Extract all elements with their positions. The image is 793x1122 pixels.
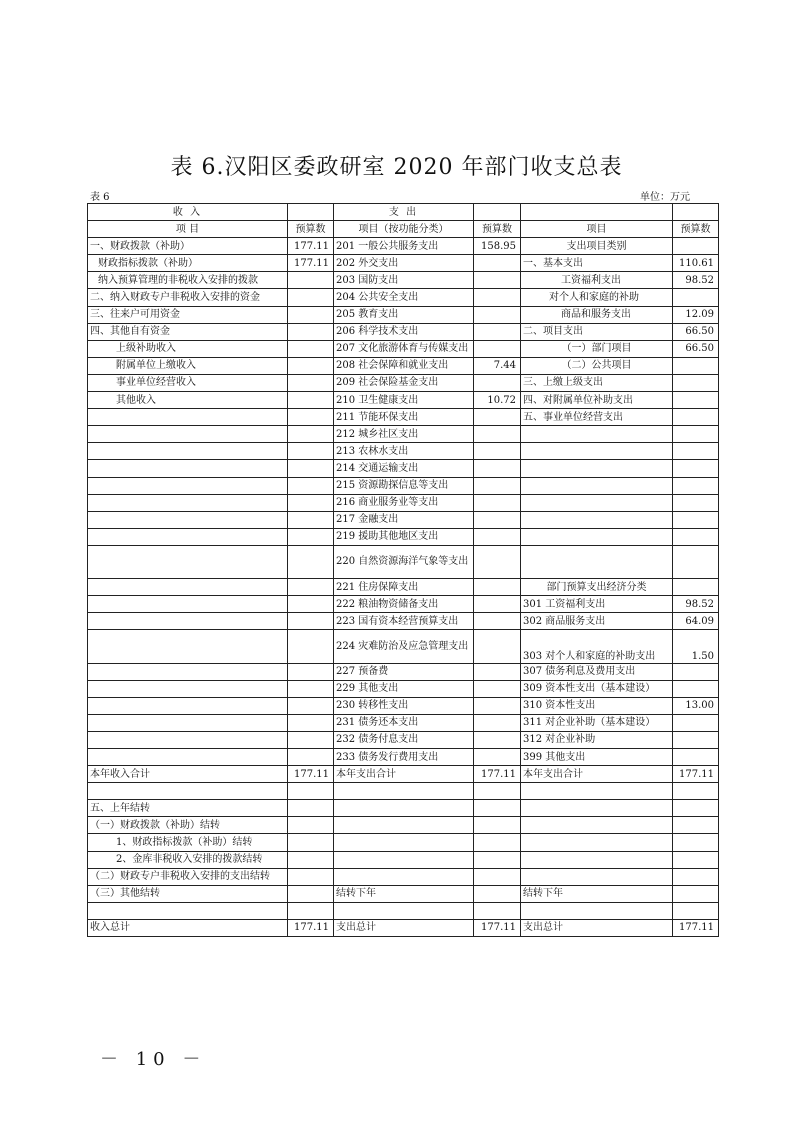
table-cell <box>673 460 719 477</box>
table-cell: 其他收入 <box>88 392 288 409</box>
table-cell: 7.44 <box>474 357 521 374</box>
table-cell: 399 其他支出 <box>521 749 673 766</box>
table-cell <box>288 834 334 851</box>
table-cell: 177.11 <box>673 919 719 936</box>
table-cell: 206 科学技术支出 <box>334 323 474 340</box>
table-cell <box>521 528 673 545</box>
table-cell <box>88 697 288 714</box>
table-cell <box>521 426 673 443</box>
table-cell: 309 资本性支出（基本建设） <box>521 680 673 697</box>
table-cell <box>673 494 719 511</box>
table-cell: 216 商业服务业等支出 <box>334 494 474 511</box>
table-cell <box>474 494 521 511</box>
table-cell: 224 灾难防治及应急管理支出 <box>334 630 474 663</box>
table-row <box>88 374 719 391</box>
table-cell <box>673 885 719 902</box>
table-cell <box>288 613 334 630</box>
table-cell <box>474 630 521 663</box>
table-cell <box>334 868 474 885</box>
table-cell <box>288 306 334 323</box>
table-cell: 纳入预算管理的非税收入安排的拨款 <box>88 272 288 289</box>
table-cell: 事业单位经营收入 <box>88 374 288 391</box>
table-row <box>88 392 719 409</box>
table-cell <box>88 714 288 731</box>
table-cell <box>673 800 719 817</box>
table-cell <box>88 443 288 460</box>
table-cell: 收入总计 <box>88 919 288 936</box>
table-cell: 本年收入合计 <box>88 766 288 783</box>
table-cell <box>88 783 288 800</box>
table-cell <box>288 392 334 409</box>
table-cell <box>673 851 719 868</box>
table-cell: 五、上年结转 <box>88 800 288 817</box>
table-cell <box>288 272 334 289</box>
table-cell: （一）部门项目 <box>521 340 673 357</box>
table-row <box>88 885 719 902</box>
table-cell: 三、上缴上级支出 <box>521 374 673 391</box>
table-row <box>88 255 719 272</box>
table-cell <box>521 868 673 885</box>
table-cell: 1.50 <box>673 630 719 663</box>
table-cell <box>288 323 334 340</box>
table-cell: 232 债务付息支出 <box>334 731 474 748</box>
table-cell <box>474 374 521 391</box>
table-cell <box>288 579 334 596</box>
table-cell: 219 援助其他地区支出 <box>334 528 474 545</box>
table-cell <box>673 731 719 748</box>
table-cell <box>474 680 521 697</box>
table-row <box>88 460 719 477</box>
table-cell: 10.72 <box>474 392 521 409</box>
table-cell <box>673 817 719 834</box>
table-cell <box>673 545 719 578</box>
column-header: 预算数 <box>288 221 334 238</box>
table-cell: 310 资本性支出 <box>521 697 673 714</box>
table-cell <box>288 749 334 766</box>
table-cell <box>474 579 521 596</box>
table-cell <box>474 409 521 426</box>
table-cell <box>474 783 521 800</box>
table-row <box>88 528 719 545</box>
column-header: 项 目 <box>88 221 288 238</box>
unit-label: 单位：万元 <box>640 192 690 203</box>
table-cell <box>288 460 334 477</box>
table-cell <box>673 289 719 306</box>
table-cell <box>474 596 521 613</box>
table-cell <box>88 409 288 426</box>
table-cell: 201 一般公共服务支出 <box>334 238 474 255</box>
table-cell <box>88 494 288 511</box>
table-cell <box>474 868 521 885</box>
table-cell: （二）财政专户非税收入安排的支出结转 <box>88 868 288 885</box>
table-cell <box>474 834 521 851</box>
table-cell: 302 商品服务支出 <box>521 613 673 630</box>
table-cell <box>673 834 719 851</box>
table-cell <box>88 630 288 663</box>
table-cell <box>673 749 719 766</box>
table-cell <box>288 663 334 680</box>
table-row <box>88 714 719 731</box>
table-cell <box>288 289 334 306</box>
table-row <box>88 766 719 783</box>
table-row <box>88 426 719 443</box>
table-cell <box>334 902 474 919</box>
table-cell <box>521 460 673 477</box>
table-cell: 工资福利支出 <box>521 272 673 289</box>
table-cell: 1、财政指标拨款（补助）结转 <box>88 834 288 851</box>
table-cell: 结转下年 <box>521 885 673 902</box>
table-cell <box>474 323 521 340</box>
table-cell: 202 外交支出 <box>334 255 474 272</box>
table-cell <box>288 697 334 714</box>
header-row-2 <box>88 221 719 238</box>
table-cell: 214 交通运输支出 <box>334 460 474 477</box>
table-cell: 四、对附属单位补助支出 <box>521 392 673 409</box>
table-cell <box>474 731 521 748</box>
table-cell <box>474 851 521 868</box>
table-cell: 233 债务发行费用支出 <box>334 749 474 766</box>
table-cell: 支出项目类别 <box>521 238 673 255</box>
table-cell: 98.52 <box>673 596 719 613</box>
table-cell <box>521 800 673 817</box>
table-cell <box>88 545 288 578</box>
table-cell: 四、其他自有资金 <box>88 323 288 340</box>
table-cell: 部门预算支出经济分类 <box>521 579 673 596</box>
table-cell <box>474 697 521 714</box>
table-cell <box>334 800 474 817</box>
table-cell <box>474 528 521 545</box>
table-row <box>88 663 719 680</box>
table-cell <box>673 238 719 255</box>
table-cell <box>88 596 288 613</box>
table-cell: 230 转移性支出 <box>334 697 474 714</box>
table-cell: 支出总计 <box>334 919 474 936</box>
table-cell <box>521 545 673 578</box>
table-row <box>88 409 719 426</box>
table-cell <box>288 783 334 800</box>
table-cell: 二、纳入财政专户非税收入安排的资金 <box>88 289 288 306</box>
table-cell: 支出总计 <box>521 919 673 936</box>
table-cell: 三、往来户可用资金 <box>88 306 288 323</box>
table-cell <box>474 885 521 902</box>
table-row <box>88 697 719 714</box>
table-row <box>88 731 719 748</box>
table-cell: 217 金融支出 <box>334 511 474 528</box>
table-cell: （一）财政拨款（补助）结转 <box>88 817 288 834</box>
column-header: 预算数 <box>474 221 521 238</box>
table-cell <box>673 783 719 800</box>
table-row <box>88 817 719 834</box>
table-cell: 208 社会保障和就业支出 <box>334 357 474 374</box>
table-cell <box>288 714 334 731</box>
table-cell <box>88 477 288 494</box>
table-cell: 177.11 <box>288 255 334 272</box>
table-cell: 220 自然资源海洋气象等支出 <box>334 545 474 578</box>
table-row <box>88 579 719 596</box>
table-cell: 商品和服务支出 <box>521 306 673 323</box>
table-cell <box>288 409 334 426</box>
table-cell: 结转下年 <box>334 885 474 902</box>
table-cell <box>288 528 334 545</box>
table-cell <box>521 511 673 528</box>
table-cell: 177.11 <box>474 919 521 936</box>
column-header: 项目 <box>521 221 673 238</box>
table-number: 表 6 <box>90 192 110 203</box>
table-cell <box>474 477 521 494</box>
table-cell <box>88 680 288 697</box>
table-cell <box>474 613 521 630</box>
table-row <box>88 477 719 494</box>
table-row <box>88 613 719 630</box>
table-cell <box>673 477 719 494</box>
table-cell <box>673 443 719 460</box>
table-cell <box>474 306 521 323</box>
table-cell <box>288 374 334 391</box>
table-cell <box>474 749 521 766</box>
table-row <box>88 443 719 460</box>
table-row <box>88 902 719 919</box>
table-cell: 附属单位上缴收入 <box>88 357 288 374</box>
table-cell: 98.52 <box>673 272 719 289</box>
table-cell: 203 国防支出 <box>334 272 474 289</box>
table-row <box>88 272 719 289</box>
table-cell <box>474 800 521 817</box>
table-cell <box>288 680 334 697</box>
table-cell <box>474 545 521 578</box>
table-cell <box>673 663 719 680</box>
table-cell: 213 农林水支出 <box>334 443 474 460</box>
table-cell <box>288 800 334 817</box>
table-cell: 66.50 <box>673 323 719 340</box>
table-cell <box>474 255 521 272</box>
table-cell <box>673 374 719 391</box>
table-cell <box>288 902 334 919</box>
table-cell <box>88 460 288 477</box>
table-cell <box>288 357 334 374</box>
table-row <box>88 834 719 851</box>
table-cell: 215 资源勘探信息等支出 <box>334 477 474 494</box>
table-cell: 211 节能环保支出 <box>334 409 474 426</box>
table-cell: 223 国有资本经营预算支出 <box>334 613 474 630</box>
column-header: 预算数 <box>673 221 719 238</box>
table-cell <box>88 426 288 443</box>
table-cell <box>474 272 521 289</box>
table-row <box>88 783 719 800</box>
table-cell <box>673 680 719 697</box>
page-number: － 10 － <box>100 1049 207 1070</box>
table-cell <box>88 579 288 596</box>
table-cell <box>334 851 474 868</box>
table-row <box>88 919 719 936</box>
table-cell: 177.11 <box>288 766 334 783</box>
table-cell: 231 债务还本支出 <box>334 714 474 731</box>
table-cell <box>474 817 521 834</box>
table-cell <box>673 714 719 731</box>
table-cell: 对个人和家庭的补助 <box>521 289 673 306</box>
table-cell <box>673 357 719 374</box>
income-header: 收 入 <box>88 204 288 221</box>
table-cell: （二）公共项目 <box>521 357 673 374</box>
table-row <box>88 630 719 663</box>
table-cell <box>521 851 673 868</box>
table-cell <box>521 817 673 834</box>
table-cell: 64.09 <box>673 613 719 630</box>
table-row <box>88 680 719 697</box>
table-cell <box>474 511 521 528</box>
table-row <box>88 511 719 528</box>
table-cell: 210 卫生健康支出 <box>334 392 474 409</box>
table-cell <box>88 663 288 680</box>
table-cell: 一、基本支出 <box>521 255 673 272</box>
table-cell <box>673 579 719 596</box>
table-row <box>88 596 719 613</box>
table-cell <box>288 511 334 528</box>
table-row <box>88 289 719 306</box>
table-row <box>88 545 719 578</box>
table-title: 表 6.汉阳区委政研室 2020 年部门收支总表 <box>170 155 623 180</box>
table-cell <box>88 528 288 545</box>
table-cell: 2、金库非税收入安排的拨款结转 <box>88 851 288 868</box>
table-cell <box>521 783 673 800</box>
table-cell: 205 教育支出 <box>334 306 474 323</box>
table-cell <box>521 477 673 494</box>
table-cell <box>521 834 673 851</box>
table-cell: 二、项目支出 <box>521 323 673 340</box>
table-cell: 177.11 <box>474 766 521 783</box>
table-cell <box>88 511 288 528</box>
header-row-1 <box>88 204 719 221</box>
table-row <box>88 306 719 323</box>
table-cell <box>88 731 288 748</box>
table-cell <box>474 443 521 460</box>
table-cell <box>474 340 521 357</box>
table-cell <box>288 545 334 578</box>
budget-summary-table <box>87 203 719 937</box>
table-row <box>88 340 719 357</box>
table-cell <box>521 902 673 919</box>
table-cell <box>288 731 334 748</box>
table-cell <box>474 902 521 919</box>
table-cell <box>521 443 673 460</box>
expense-header: 支 出 <box>334 204 474 221</box>
table-cell: 本年支出合计 <box>334 766 474 783</box>
table-cell <box>474 426 521 443</box>
table-cell: 204 公共安全支出 <box>334 289 474 306</box>
column-header: 项目（按功能分类） <box>334 221 474 238</box>
table-cell <box>288 477 334 494</box>
table-cell <box>88 749 288 766</box>
table-cell: 307 债务利息及费用支出 <box>521 663 673 680</box>
table-cell <box>88 613 288 630</box>
table-cell: 177.11 <box>673 766 719 783</box>
table-cell <box>288 426 334 443</box>
table-row <box>88 851 719 868</box>
table-cell: 212 城乡社区支出 <box>334 426 474 443</box>
table-cell <box>288 340 334 357</box>
table-row <box>88 800 719 817</box>
table-cell: 209 社会保险基金支出 <box>334 374 474 391</box>
table-row <box>88 749 719 766</box>
table-cell: 301 工资福利支出 <box>521 596 673 613</box>
table-cell: 五、事业单位经营支出 <box>521 409 673 426</box>
table-cell: 177.11 <box>288 238 334 255</box>
table-cell <box>673 392 719 409</box>
table-cell: 207 文化旅游体育与传媒支出 <box>334 340 474 357</box>
table-cell <box>673 409 719 426</box>
table-cell: （三）其他结转 <box>88 885 288 902</box>
table-cell <box>474 460 521 477</box>
table-cell: 229 其他支出 <box>334 680 474 697</box>
table-cell <box>288 494 334 511</box>
table-row <box>88 494 719 511</box>
table-cell: 上级补助收入 <box>88 340 288 357</box>
table-cell: 311 对企业补助（基本建设） <box>521 714 673 731</box>
table-cell <box>288 630 334 663</box>
table-cell <box>474 663 521 680</box>
table-cell <box>288 443 334 460</box>
table-cell: 227 预备费 <box>334 663 474 680</box>
table-cell <box>673 426 719 443</box>
table-row <box>88 868 719 885</box>
table-cell: 303 对个人和家庭的补助支出 <box>521 630 673 663</box>
table-cell: 本年支出合计 <box>521 766 673 783</box>
table-cell: 222 粮油物资储备支出 <box>334 596 474 613</box>
table-cell <box>88 902 288 919</box>
table-cell <box>521 494 673 511</box>
table-row <box>88 238 719 255</box>
table-cell <box>288 851 334 868</box>
table-cell <box>474 714 521 731</box>
table-cell <box>334 783 474 800</box>
table-cell <box>673 868 719 885</box>
table-cell: 158.95 <box>474 238 521 255</box>
table-cell <box>288 817 334 834</box>
table-cell <box>673 511 719 528</box>
table-cell <box>334 817 474 834</box>
table-cell: 110.61 <box>673 255 719 272</box>
table-cell: 312 对企业补助 <box>521 731 673 748</box>
table-cell <box>474 289 521 306</box>
table-cell: 221 住房保障支出 <box>334 579 474 596</box>
table-cell: 一、财政拨款（补助） <box>88 238 288 255</box>
table-cell <box>288 885 334 902</box>
table-cell <box>334 834 474 851</box>
table-cell: 12.09 <box>673 306 719 323</box>
table-row <box>88 323 719 340</box>
table-cell: 财政指标拨款（补助） <box>88 255 288 272</box>
table-cell: 177.11 <box>288 919 334 936</box>
table-cell <box>288 596 334 613</box>
table-cell: 66.50 <box>673 340 719 357</box>
table-row <box>88 357 719 374</box>
table-cell <box>673 902 719 919</box>
table-cell <box>288 868 334 885</box>
table-cell: 13.00 <box>673 697 719 714</box>
table-cell <box>673 528 719 545</box>
